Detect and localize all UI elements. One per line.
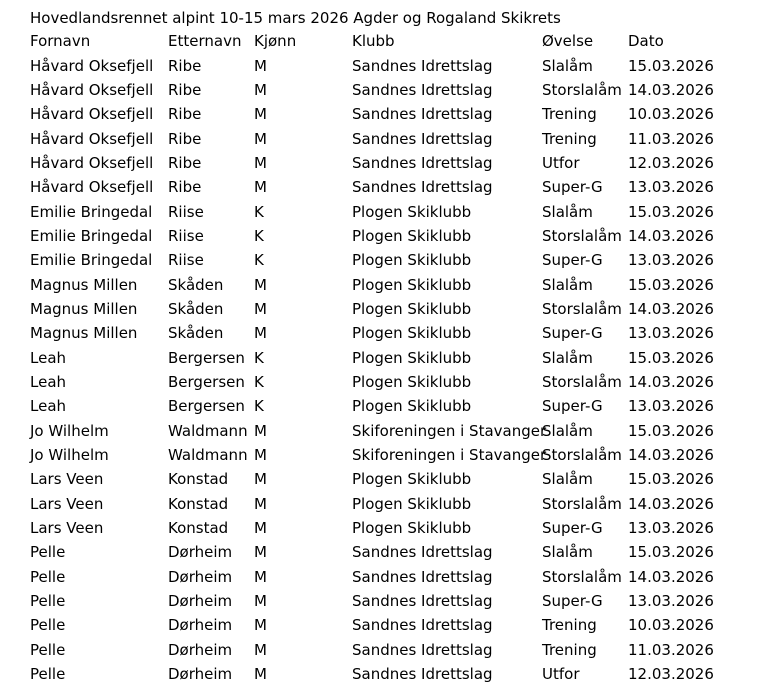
cell-klubb: Sandnes Idrettslag	[352, 592, 493, 611]
cell-fornavn: Magnus Millen	[30, 324, 138, 343]
table-row	[30, 419, 730, 443]
cell-fornavn: Pelle	[30, 640, 66, 659]
cell-klubb: Plogen Skiklubb	[352, 372, 472, 391]
cell-ovelse: Super-G	[542, 592, 603, 611]
cell-fornavn: Lars Veen	[30, 494, 104, 513]
cell-klubb: Plogen Skiklubb	[352, 470, 472, 489]
table-body	[30, 53, 730, 686]
cell-kjonn: M	[254, 105, 267, 124]
cell-klubb: Plogen Skiklubb	[352, 275, 472, 294]
cell-kjonn: M	[254, 640, 267, 659]
cell-kjonn: M	[254, 421, 267, 440]
table-row	[30, 199, 730, 223]
cell-ovelse: Trening	[542, 129, 597, 148]
cell-etternavn: Dørheim	[168, 640, 233, 659]
cell-fornavn: Håvard Oksefjell	[30, 105, 154, 124]
cell-dato: 12.03.2026	[628, 665, 714, 684]
cell-ovelse: Super-G	[542, 397, 603, 416]
cell-kjonn: M	[254, 592, 267, 611]
cell-fornavn: Pelle	[30, 616, 66, 635]
cell-fornavn: Emilie Bringedal	[30, 251, 153, 270]
cell-fornavn: Pelle	[30, 592, 66, 611]
table-row	[30, 102, 730, 126]
cell-ovelse: Slalåm	[542, 275, 593, 294]
header-dato: Dato	[628, 32, 664, 51]
cell-kjonn: M	[254, 299, 267, 318]
cell-fornavn: Håvard Oksefjell	[30, 129, 154, 148]
cell-fornavn: Leah	[30, 397, 67, 416]
cell-klubb: Sandnes Idrettslag	[352, 80, 493, 99]
cell-klubb: Plogen Skiklubb	[352, 251, 472, 270]
cell-ovelse: Slalåm	[542, 348, 593, 367]
cell-ovelse: Storslalåm	[542, 299, 622, 318]
cell-ovelse: Slalåm	[542, 543, 593, 562]
table-row	[30, 638, 730, 662]
cell-klubb: Skiforeningen i Stavanger	[352, 421, 547, 440]
cell-dato: 10.03.2026	[628, 105, 714, 124]
cell-klubb: Sandnes Idrettslag	[352, 129, 493, 148]
cell-klubb: Sandnes Idrettslag	[352, 178, 493, 197]
cell-etternavn: Dørheim	[168, 543, 233, 562]
cell-kjonn: K	[254, 348, 264, 367]
cell-ovelse: Utfor	[542, 153, 580, 172]
table-row	[30, 151, 730, 175]
header-row	[30, 29, 730, 53]
table-row	[30, 272, 730, 296]
cell-kjonn: M	[254, 275, 267, 294]
cell-etternavn: Bergersen	[168, 372, 245, 391]
cell-dato: 15.03.2026	[628, 470, 714, 489]
cell-ovelse: Slalåm	[542, 202, 593, 221]
cell-klubb: Sandnes Idrettslag	[352, 543, 493, 562]
cell-dato: 14.03.2026	[628, 446, 714, 465]
header-kjonn: Kjønn	[254, 32, 297, 51]
table-row	[30, 175, 730, 199]
cell-kjonn: M	[254, 446, 267, 465]
sheet-title: Hovedlandsrennet alpint 10-15 mars 2026 Agder og Rogaland Skikrets	[30, 9, 561, 27]
cell-klubb: Sandnes Idrettslag	[352, 567, 493, 586]
cell-kjonn: M	[254, 616, 267, 635]
cell-dato: 15.03.2026	[628, 348, 714, 367]
header-ovelse: Øvelse	[542, 32, 594, 51]
cell-dato: 11.03.2026	[628, 129, 714, 148]
cell-klubb: Sandnes Idrettslag	[352, 640, 493, 659]
cell-klubb: Plogen Skiklubb	[352, 226, 472, 245]
cell-etternavn: Ribe	[168, 80, 202, 99]
cell-ovelse: Super-G	[542, 251, 603, 270]
cell-kjonn: K	[254, 226, 264, 245]
cell-ovelse: Utfor	[542, 665, 580, 684]
cell-dato: 14.03.2026	[628, 372, 714, 391]
cell-ovelse: Storslalåm	[542, 226, 622, 245]
table-row	[30, 297, 730, 321]
cell-klubb: Plogen Skiklubb	[352, 299, 472, 318]
cell-klubb: Sandnes Idrettslag	[352, 153, 493, 172]
cell-fornavn: Pelle	[30, 567, 66, 586]
cell-dato: 15.03.2026	[628, 202, 714, 221]
cell-fornavn: Magnus Millen	[30, 299, 138, 318]
cell-etternavn: Konstad	[168, 470, 229, 489]
table-row	[30, 540, 730, 564]
cell-fornavn: Magnus Millen	[30, 275, 138, 294]
cell-kjonn: K	[254, 372, 264, 391]
table-row	[30, 589, 730, 613]
cell-klubb: Plogen Skiklubb	[352, 519, 472, 538]
cell-fornavn: Pelle	[30, 665, 66, 684]
cell-etternavn: Konstad	[168, 519, 229, 538]
header-etternavn: Etternavn	[168, 32, 242, 51]
table-row	[30, 467, 730, 491]
cell-klubb: Sandnes Idrettslag	[352, 56, 493, 75]
cell-fornavn: Emilie Bringedal	[30, 202, 153, 221]
table-row	[30, 224, 730, 248]
cell-etternavn: Dørheim	[168, 665, 233, 684]
cell-dato: 11.03.2026	[628, 640, 714, 659]
header-fornavn: Fornavn	[30, 32, 91, 51]
table-row	[30, 492, 730, 516]
cell-ovelse: Storslalåm	[542, 372, 622, 391]
cell-ovelse: Slalåm	[542, 470, 593, 489]
cell-klubb: Sandnes Idrettslag	[352, 665, 493, 684]
cell-etternavn: Ribe	[168, 105, 202, 124]
cell-dato: 14.03.2026	[628, 299, 714, 318]
cell-klubb: Plogen Skiklubb	[352, 324, 472, 343]
cell-dato: 13.03.2026	[628, 324, 714, 343]
cell-etternavn: Riise	[168, 251, 204, 270]
cell-fornavn: Leah	[30, 348, 67, 367]
cell-kjonn: M	[254, 543, 267, 562]
cell-etternavn: Riise	[168, 226, 204, 245]
cell-klubb: Sandnes Idrettslag	[352, 616, 493, 635]
cell-kjonn: M	[254, 470, 267, 489]
cell-kjonn: M	[254, 153, 267, 172]
cell-dato: 13.03.2026	[628, 251, 714, 270]
cell-dato: 10.03.2026	[628, 616, 714, 635]
cell-fornavn: Emilie Bringedal	[30, 226, 153, 245]
cell-fornavn: Lars Veen	[30, 519, 104, 538]
cell-etternavn: Ribe	[168, 153, 202, 172]
table-row	[30, 370, 730, 394]
cell-dato: 14.03.2026	[628, 80, 714, 99]
cell-fornavn: Håvard Oksefjell	[30, 178, 154, 197]
table-row	[30, 78, 730, 102]
table-row	[30, 516, 730, 540]
cell-kjonn: M	[254, 494, 267, 513]
cell-ovelse: Super-G	[542, 519, 603, 538]
cell-kjonn: M	[254, 665, 267, 684]
cell-klubb: Sandnes Idrettslag	[352, 105, 493, 124]
cell-etternavn: Dørheim	[168, 592, 233, 611]
table-row	[30, 394, 730, 418]
cell-ovelse: Slalåm	[542, 56, 593, 75]
cell-kjonn: M	[254, 519, 267, 538]
table-row	[30, 321, 730, 345]
table-row	[30, 248, 730, 272]
cell-klubb: Plogen Skiklubb	[352, 397, 472, 416]
cell-dato: 14.03.2026	[628, 494, 714, 513]
cell-dato: 14.03.2026	[628, 226, 714, 245]
table-row	[30, 662, 730, 686]
cell-fornavn: Lars Veen	[30, 470, 104, 489]
cell-ovelse: Storslalåm	[542, 494, 622, 513]
table-row	[30, 126, 730, 150]
cell-dato: 15.03.2026	[628, 543, 714, 562]
cell-etternavn: Skåden	[168, 299, 224, 318]
cell-kjonn: K	[254, 251, 264, 270]
cell-dato: 13.03.2026	[628, 519, 714, 538]
cell-dato: 13.03.2026	[628, 592, 714, 611]
cell-etternavn: Dørheim	[168, 567, 233, 586]
cell-ovelse: Trening	[542, 640, 597, 659]
cell-etternavn: Dørheim	[168, 616, 233, 635]
cell-fornavn: Jo Wilhelm	[30, 446, 109, 465]
results-sheet	[30, 7, 750, 686]
table-row	[30, 443, 730, 467]
table-row	[30, 613, 730, 637]
cell-fornavn: Håvard Oksefjell	[30, 80, 154, 99]
cell-ovelse: Super-G	[542, 324, 603, 343]
cell-dato: 13.03.2026	[628, 397, 714, 416]
cell-etternavn: Skåden	[168, 324, 224, 343]
cell-etternavn: Waldmann	[168, 421, 248, 440]
cell-ovelse: Super-G	[542, 178, 603, 197]
cell-etternavn: Ribe	[168, 178, 202, 197]
cell-dato: 14.03.2026	[628, 567, 714, 586]
cell-klubb: Plogen Skiklubb	[352, 494, 472, 513]
cell-etternavn: Bergersen	[168, 348, 245, 367]
cell-ovelse: Storslalåm	[542, 80, 622, 99]
cell-fornavn: Pelle	[30, 543, 66, 562]
cell-dato: 12.03.2026	[628, 153, 714, 172]
cell-etternavn: Riise	[168, 202, 204, 221]
header-klubb: Klubb	[352, 32, 395, 51]
cell-fornavn: Håvard Oksefjell	[30, 153, 154, 172]
cell-klubb: Skiforeningen i Stavanger	[352, 446, 547, 465]
cell-kjonn: K	[254, 202, 264, 221]
cell-etternavn: Ribe	[168, 129, 202, 148]
cell-ovelse: Trening	[542, 105, 597, 124]
cell-kjonn: M	[254, 567, 267, 586]
cell-kjonn: M	[254, 324, 267, 343]
cell-klubb: Plogen Skiklubb	[352, 202, 472, 221]
cell-etternavn: Skåden	[168, 275, 224, 294]
cell-ovelse: Trening	[542, 616, 597, 635]
cell-dato: 15.03.2026	[628, 421, 714, 440]
cell-kjonn: M	[254, 80, 267, 99]
cell-etternavn: Konstad	[168, 494, 229, 513]
table-row	[30, 53, 730, 77]
cell-ovelse: Storslalåm	[542, 567, 622, 586]
cell-ovelse: Slalåm	[542, 421, 593, 440]
cell-fornavn: Håvard Oksefjell	[30, 56, 154, 75]
cell-kjonn: M	[254, 129, 267, 148]
cell-fornavn: Jo Wilhelm	[30, 421, 109, 440]
cell-dato: 13.03.2026	[628, 178, 714, 197]
entries-table	[30, 29, 730, 686]
cell-klubb: Plogen Skiklubb	[352, 348, 472, 367]
cell-kjonn: K	[254, 397, 264, 416]
cell-fornavn: Leah	[30, 372, 67, 391]
cell-kjonn: M	[254, 178, 267, 197]
table-row	[30, 345, 730, 369]
cell-dato: 15.03.2026	[628, 56, 714, 75]
cell-dato: 15.03.2026	[628, 275, 714, 294]
cell-kjonn: M	[254, 56, 267, 75]
cell-ovelse: Storslalåm	[542, 446, 622, 465]
cell-etternavn: Ribe	[168, 56, 202, 75]
table-row	[30, 565, 730, 589]
cell-etternavn: Bergersen	[168, 397, 245, 416]
cell-etternavn: Waldmann	[168, 446, 248, 465]
